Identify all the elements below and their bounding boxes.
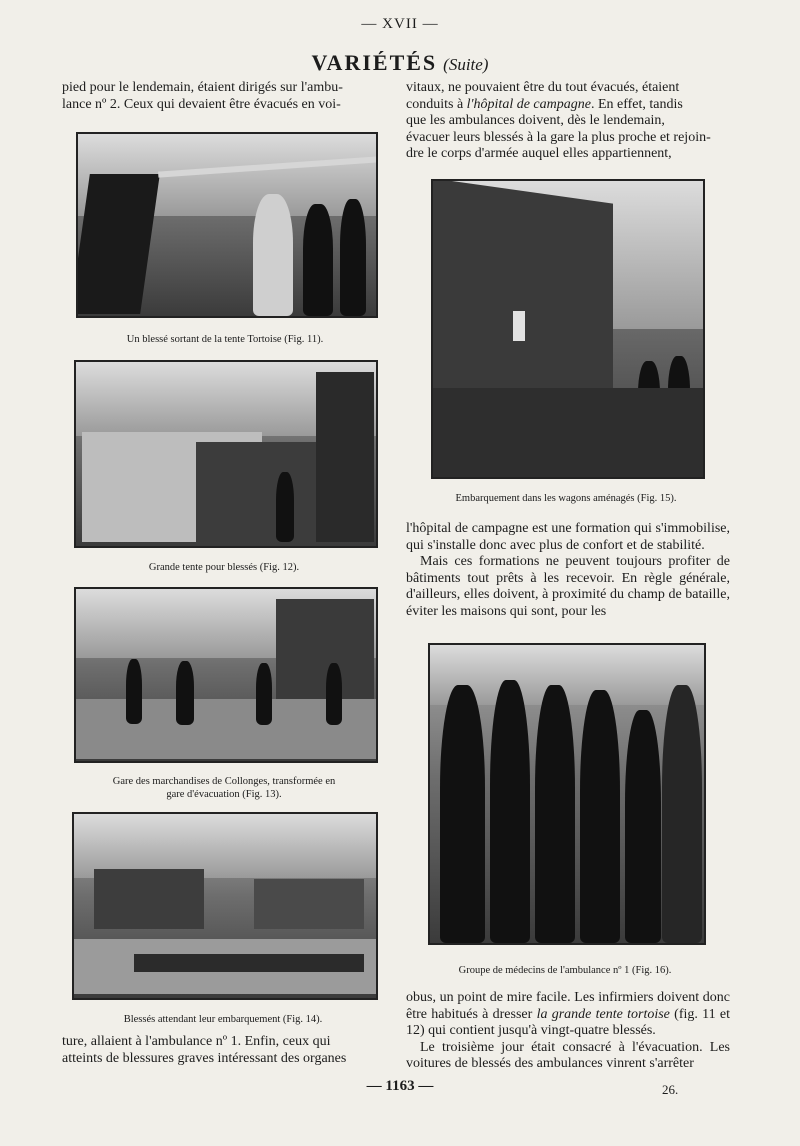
photo-figure (440, 685, 485, 943)
paragraph: Le troisième jour était consacré à l'évacuation. Les voitures de blessés des ambulances vinrent s'arrêter (406, 1039, 730, 1071)
photo-figure (276, 472, 294, 542)
figure-caption: Embarquement dans les wagons aménagés (Fig. 15). (455, 493, 677, 504)
photo-cross-flag (513, 311, 525, 341)
figure-caption: Groupe de médecins de l'ambulance nº 1 (Fig. 16). (458, 965, 672, 976)
paragraph: Mais ces formations ne peuvent toujours profiter de bâtiments tout prêts à les recevoir. En règle générale, d'ailleurs, elles doivent, à proximité du champ de bataille, éviter les maisons qui sont, pour les (406, 554, 730, 619)
photo-figure (490, 680, 530, 943)
right-column-top-text (406, 80, 730, 163)
text-line: évacuer leurs blessés à la gare la plus proche et rejoin- (406, 129, 711, 145)
photo-ground (433, 388, 703, 477)
photo-figure (176, 661, 194, 725)
photo-large-tent (74, 360, 378, 548)
photo-tent-shape (76, 174, 160, 314)
photo-wounded-waiting (72, 812, 378, 1000)
caption-line: Gare des marchandises de Collonges, transformée en (112, 776, 336, 787)
text-line: dre le corps d'armée auquel elles appartiennent, (406, 146, 672, 161)
text-line: vitaux, ne pouvaient être du tout évacués, étaient (406, 80, 680, 95)
photo-collonges-station (74, 587, 378, 763)
photo-figure (580, 690, 620, 943)
right-column-bottom-text (406, 990, 730, 1073)
figure-caption: Un blessé sortant de la tente Tortoise (Fig. 11). (126, 334, 324, 345)
photo-tortoise-tent (76, 132, 378, 318)
text-line: lance nº 2. Ceux qui devaient être évacués en voi- (62, 96, 341, 112)
photo-house (94, 869, 204, 929)
text-line: pied pour le lendemain, étaient dirigés sur l'ambu- (62, 80, 343, 95)
photo-figure (326, 663, 342, 725)
photo-stretchers-row (134, 954, 364, 972)
photo-figure (126, 659, 142, 724)
figure-caption (70, 775, 378, 801)
photo-wagon-boarding (431, 179, 705, 479)
photo-figure (303, 204, 333, 316)
left-column-top-text (62, 80, 392, 113)
caption-line: gare d'évacuation (Fig. 13). (166, 789, 282, 800)
text-line: ture, allaient à l'ambulance nº 1. Enfin, ceux qui (62, 1034, 331, 1049)
photo-station-building (276, 599, 374, 699)
page-folio: — 1163 — (366, 1078, 434, 1094)
text-line (406, 97, 730, 114)
photo-figure (256, 663, 272, 725)
text-italic: l'hôpital de campagne (466, 96, 591, 112)
text-span: (fig. 11 et 12) qui contient jusqu'à vingt-quatre blessés. (406, 1006, 730, 1038)
right-column-middle-text (406, 521, 730, 620)
section-title (0, 50, 800, 76)
section-title-suite: (Suite) (443, 55, 489, 74)
text-span: . En effet, tandis (590, 96, 683, 112)
photo-figure (535, 685, 575, 943)
page-number: 26. (662, 1082, 679, 1097)
text-span: obus, un point de mire facile. Les infirmiers doivent donc être habitués à dresser (406, 990, 730, 1022)
left-column-bottom-text (62, 1034, 392, 1067)
paragraph (406, 990, 730, 1040)
photo-figure (340, 199, 366, 316)
figure-caption: Grande tente pour blessés (Fig. 12). (148, 562, 300, 573)
text-line: que les ambulances doivent, dès le lendemain, (406, 113, 665, 128)
paragraph: l'hôpital de campagne est une formation qui s'immobilise, qui s'installe donc avec plus de confort et de stabilité. (406, 521, 730, 553)
text-italic: la grande tente tortoise (536, 1006, 670, 1022)
photo-figure (625, 710, 661, 943)
photo-building-shed (316, 372, 374, 542)
photo-house (254, 879, 364, 929)
photo-figure (253, 194, 293, 316)
section-title-text: VARIÉTÉS (311, 50, 438, 75)
photo-doctors-group (428, 643, 706, 945)
figure-caption: Blessés attendant leur embarquement (Fig. 14). (123, 1014, 323, 1025)
running-head: — XVII — (361, 16, 439, 32)
text-span: conduits à (406, 96, 467, 112)
photo-figure (662, 685, 702, 943)
photo-tent-opening (196, 442, 326, 542)
text-line: atteints de blessures graves intéressant des organes (62, 1050, 347, 1066)
